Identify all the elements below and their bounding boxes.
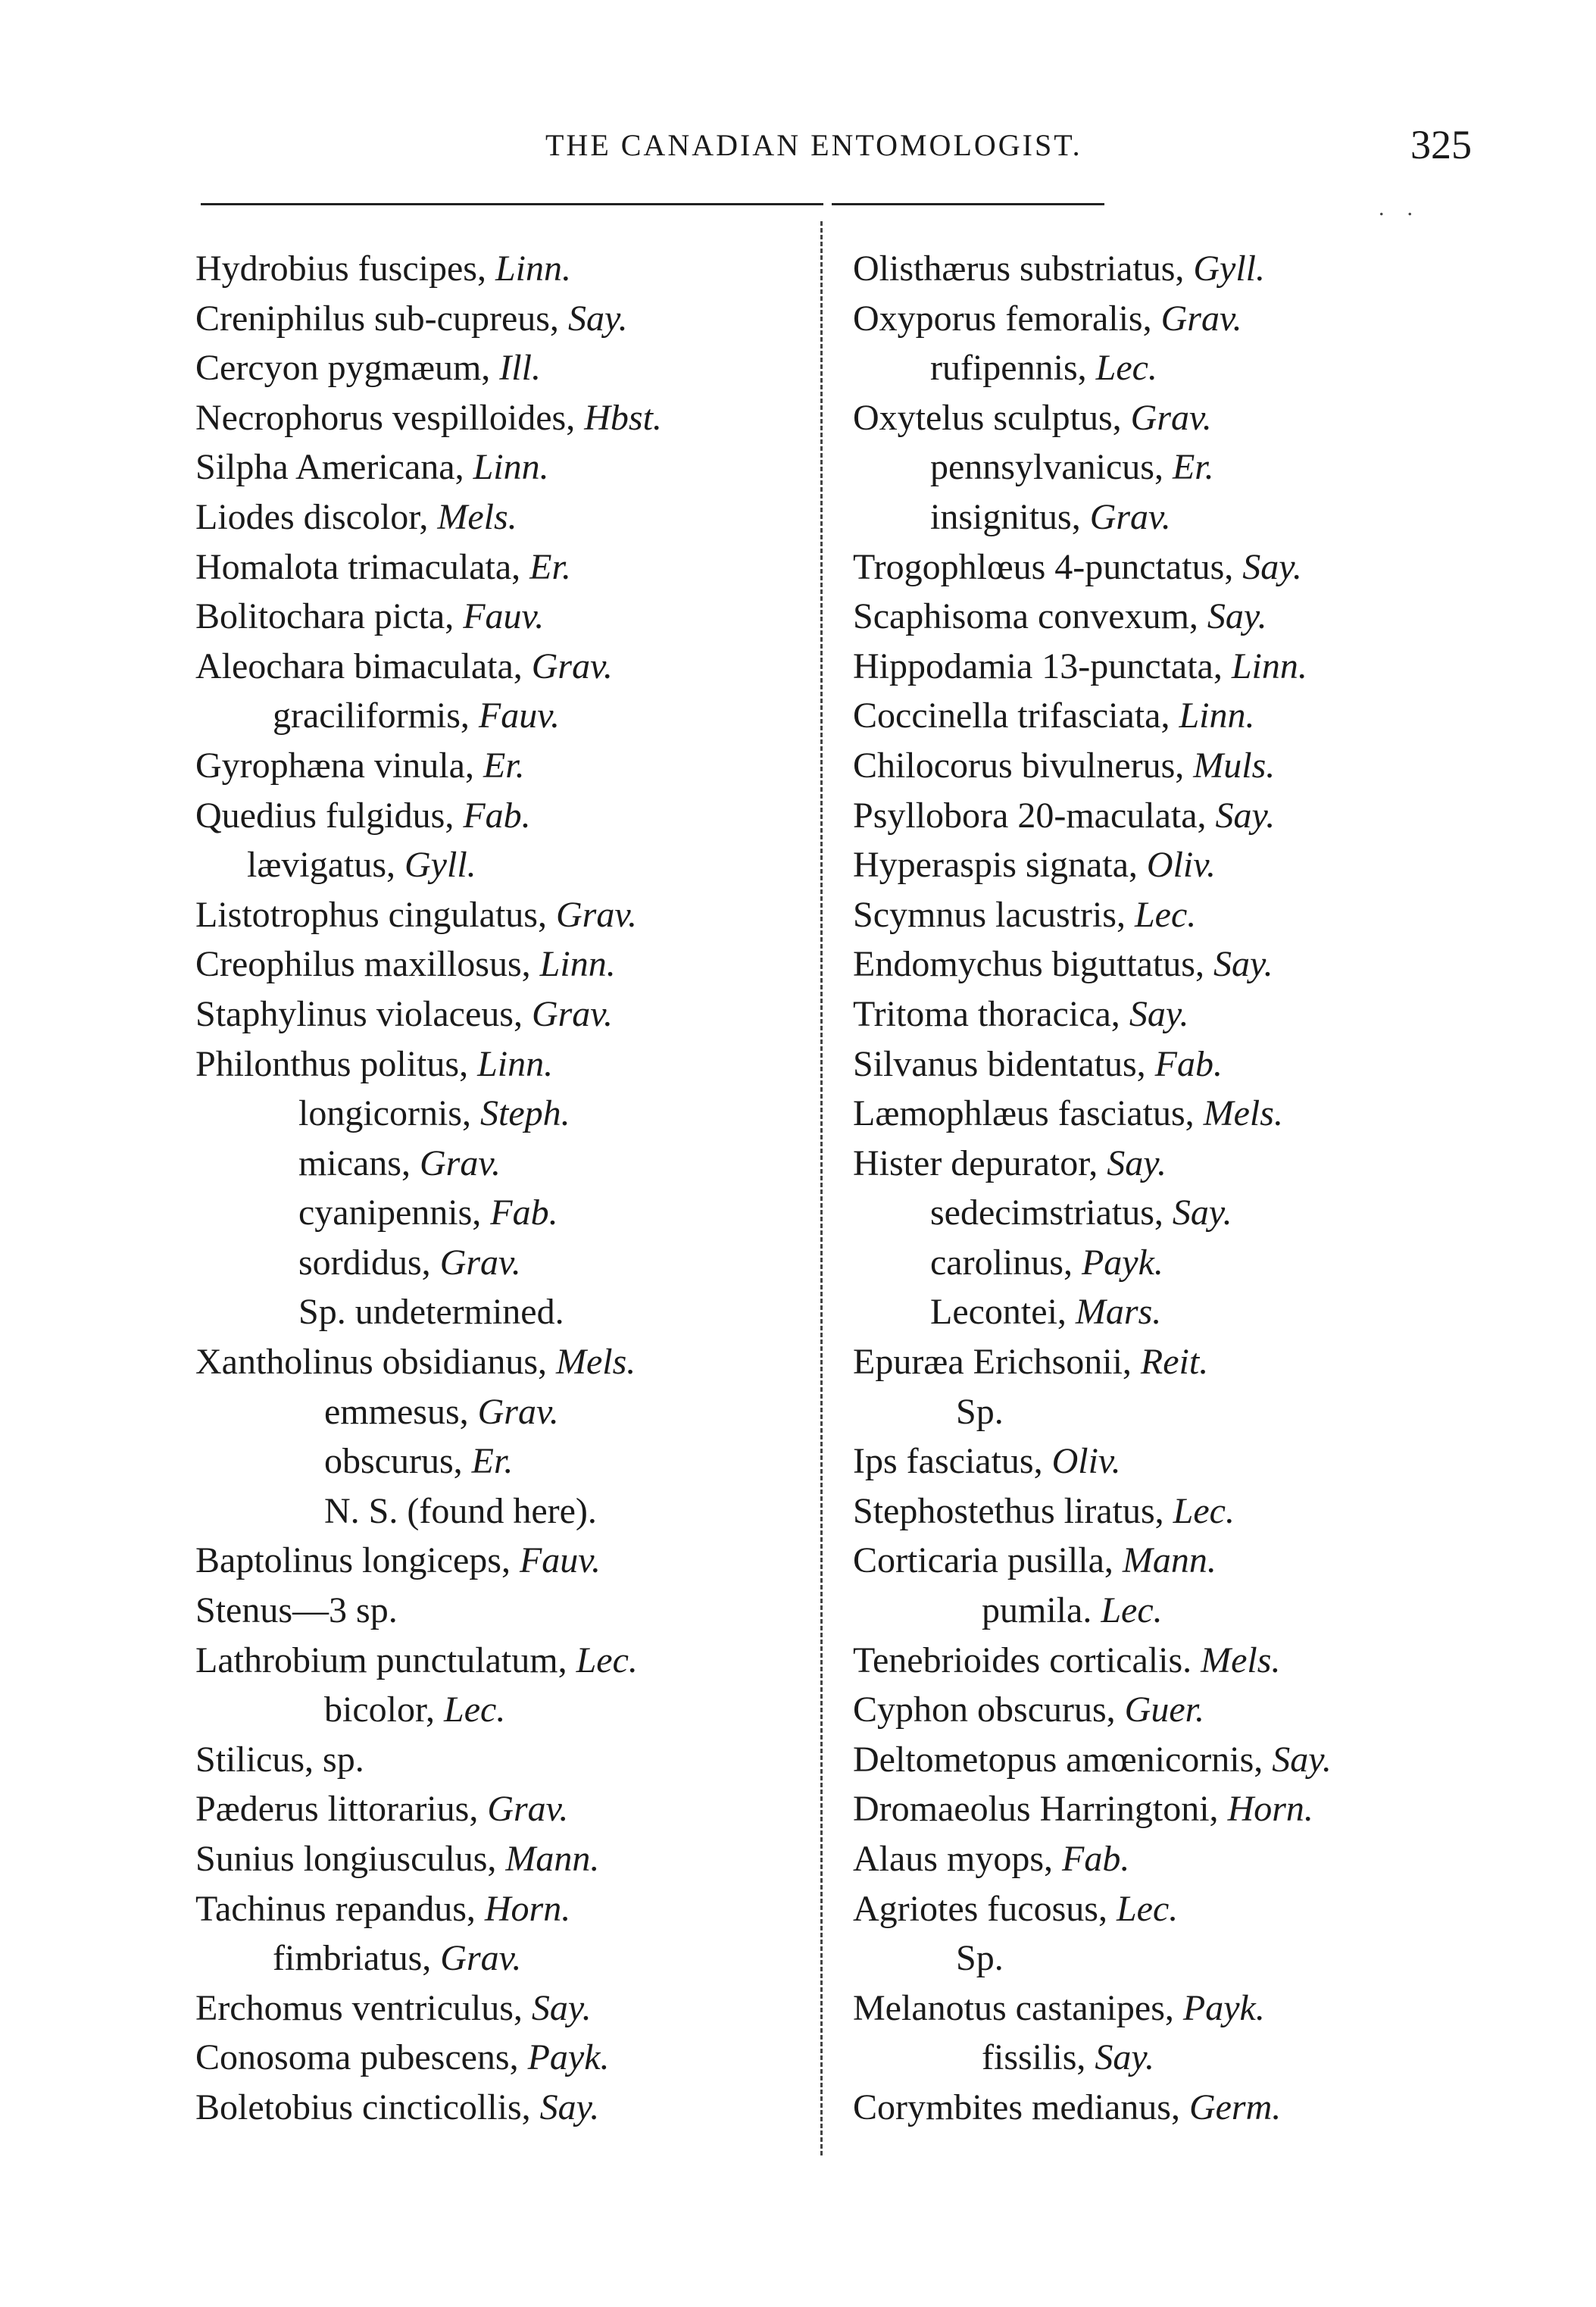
species-entry	[195, 1784, 801, 1834]
species-name: Psyllobora 20-maculata,	[853, 795, 1216, 836]
species-entry	[195, 492, 801, 542]
species-entry	[195, 939, 801, 989]
species-entry	[853, 741, 1459, 791]
species-author: Muls.	[1193, 745, 1276, 786]
species-entry	[195, 1685, 801, 1735]
species-entry	[195, 442, 801, 492]
species-name: Epuræa Erichsonii,	[853, 1342, 1141, 1383]
species-entry	[853, 890, 1459, 940]
species-entry	[195, 1983, 801, 2033]
species-name: bicolor,	[324, 1690, 445, 1730]
species-author: Say.	[1129, 993, 1189, 1034]
running-title: THE CANADIAN ENTOMOLOGIST.	[545, 128, 1082, 162]
species-name: N. S. (found here).	[324, 1490, 597, 1531]
species-author: Linn.	[495, 249, 571, 289]
species-author: Grav.	[1160, 298, 1242, 339]
species-entry	[853, 939, 1459, 989]
species-name: Hydrobius fuscipes,	[195, 249, 495, 289]
species-author: Mann.	[505, 1839, 600, 1879]
species-entry	[853, 1933, 1459, 1983]
species-entry	[853, 343, 1459, 393]
species-name: Quedius fulgidus,	[195, 795, 464, 836]
species-entry	[195, 1933, 801, 1983]
species-entry	[195, 642, 801, 692]
species-entry	[195, 1586, 801, 1636]
species-author: Grav.	[487, 1789, 569, 1830]
species-entry	[195, 1436, 801, 1486]
species-author: Horn.	[484, 1888, 571, 1929]
species-author: Grav.	[419, 1143, 501, 1183]
species-author: Oliv.	[1146, 845, 1216, 886]
species-entry	[195, 1735, 801, 1785]
species-name: Corymbites medianus,	[853, 2087, 1189, 2127]
species-author: Say.	[1272, 1739, 1332, 1780]
species-name: lævigatus,	[247, 845, 405, 886]
species-author: Lec.	[1095, 348, 1157, 389]
species-entry	[853, 492, 1459, 542]
header-rule-dots: ..	[1379, 195, 1435, 220]
species-entry	[853, 1983, 1459, 2033]
species-name: rufipennis,	[930, 348, 1096, 389]
species-author: Payk.	[1182, 1987, 1265, 2028]
species-name: Aleochara bimaculata,	[195, 646, 532, 686]
species-name: Sp. undetermined.	[298, 1292, 564, 1333]
right-column	[853, 244, 1459, 2133]
species-name: Silpha Americana,	[195, 447, 473, 488]
species-entry	[195, 1884, 801, 1934]
species-author: Say.	[1207, 596, 1267, 637]
species-author: Fauv.	[463, 596, 545, 637]
species-author: Mels.	[1203, 1093, 1283, 1134]
species-name: sedecimstriatus,	[930, 1193, 1173, 1233]
species-name: Dromaeolus Harringtoni,	[853, 1789, 1228, 1830]
header-rule-right	[832, 203, 1104, 205]
species-author: Grav.	[1089, 496, 1171, 537]
species-author: Lec.	[1173, 1490, 1235, 1531]
header-rule-left	[201, 203, 823, 205]
species-name: carolinus,	[930, 1242, 1082, 1283]
species-name: Xantholinus obsidianus,	[195, 1342, 556, 1383]
species-author: Steph.	[479, 1093, 570, 1134]
species-entry	[195, 741, 801, 791]
species-author: Payk.	[527, 2037, 610, 2078]
species-author: Mels.	[556, 1342, 636, 1383]
species-author: Fauv.	[478, 696, 560, 736]
species-name: Oxyporus femoralis,	[853, 298, 1161, 339]
page-header	[0, 122, 1596, 180]
species-name: cyanipennis,	[298, 1193, 491, 1233]
species-author: Gyll.	[404, 845, 476, 886]
species-entry	[853, 2083, 1459, 2133]
species-name: Philonthus politus,	[195, 1043, 478, 1084]
species-name: Melanotus castanipes,	[853, 1987, 1183, 2028]
species-name: Pæderus littorarius,	[195, 1789, 488, 1830]
species-name: Creophilus maxillosus,	[195, 944, 540, 985]
species-author: Linn.	[539, 944, 616, 985]
species-entry	[853, 791, 1459, 841]
species-name: Cercyon pygmæum,	[195, 348, 500, 389]
species-entry	[195, 1039, 801, 1089]
species-name: Hippodamia 13-punctata,	[853, 646, 1232, 686]
species-name: Gyrophæna vinula,	[195, 745, 483, 786]
species-entry	[853, 1884, 1459, 1934]
species-entry	[195, 592, 801, 642]
species-author: Lec.	[576, 1640, 638, 1680]
species-name: Lathrobium punctulatum,	[195, 1640, 576, 1680]
species-author: Say.	[1095, 2037, 1155, 2078]
species-name: Tenebrioides corticalis.	[853, 1640, 1201, 1680]
species-author: Linn.	[473, 447, 549, 488]
species-entry	[195, 343, 801, 393]
species-author: Er.	[1172, 447, 1214, 488]
species-author: Fab.	[1154, 1043, 1223, 1084]
species-entry	[195, 1834, 801, 1884]
species-entry	[853, 691, 1459, 741]
species-author: Oliv.	[1051, 1441, 1121, 1482]
species-name: Stenus—3 sp.	[195, 1590, 398, 1631]
species-name: obscurus,	[324, 1441, 472, 1482]
species-entry	[853, 1188, 1459, 1238]
species-author: Fauv.	[519, 1540, 601, 1581]
species-entry	[195, 1287, 801, 1337]
species-name: Homalota trimaculata,	[195, 546, 530, 587]
species-name: Bolitochara picta,	[195, 596, 464, 637]
species-name: Hyperaspis signata,	[853, 845, 1147, 886]
species-entry	[195, 691, 801, 741]
species-name: Necrophorus vespilloides,	[195, 397, 585, 438]
species-entry	[853, 1436, 1459, 1486]
species-name: Liodes discolor,	[195, 496, 438, 537]
species-entry	[853, 1536, 1459, 1586]
species-author: Er.	[483, 745, 525, 786]
species-name: Stephostethus liratus,	[853, 1490, 1173, 1531]
species-author: Grav.	[440, 1938, 522, 1979]
species-entry	[195, 1238, 801, 1288]
species-name: Conosoma pubescens,	[195, 2037, 528, 2078]
species-author: Gyll.	[1193, 249, 1266, 289]
left-column	[195, 244, 801, 2133]
species-entry	[853, 1586, 1459, 1636]
species-author: Grav.	[531, 993, 614, 1034]
species-name: Stilicus, sp.	[195, 1739, 364, 1780]
species-name: Lecontei,	[930, 1292, 1076, 1333]
species-name: emmesus,	[324, 1391, 478, 1432]
species-entry	[195, 1139, 801, 1189]
species-entry	[853, 294, 1459, 344]
species-author: Lec.	[1116, 1888, 1179, 1929]
species-author: Linn.	[1231, 646, 1307, 686]
species-name: Oxytelus sculptus,	[853, 397, 1131, 438]
species-entry	[853, 1287, 1459, 1337]
species-author: Ill.	[499, 348, 541, 389]
species-entry	[195, 1636, 801, 1686]
species-name: Sunius longiusculus,	[195, 1839, 506, 1879]
species-author: Say.	[1172, 1193, 1232, 1233]
species-author: Say.	[1213, 944, 1273, 985]
species-author: Horn.	[1227, 1789, 1313, 1830]
species-name: Cyphon obscurus,	[853, 1690, 1125, 1730]
species-author: Linn.	[1179, 696, 1255, 736]
species-author: Say.	[1107, 1143, 1167, 1183]
species-name: Tritoma thoracica,	[853, 993, 1129, 1034]
species-author: Lec.	[444, 1690, 506, 1730]
species-entry	[853, 393, 1459, 443]
species-entry	[195, 294, 801, 344]
species-author: Linn.	[477, 1043, 554, 1084]
species-author: Fab.	[1062, 1839, 1130, 1879]
species-author: Grav.	[555, 894, 638, 935]
species-name: Corticaria pusilla,	[853, 1540, 1123, 1581]
species-name: Listotrophus cingulatus,	[195, 894, 556, 935]
species-entry	[853, 840, 1459, 890]
species-name: Sp.	[956, 1938, 1004, 1979]
species-author: Er.	[471, 1441, 514, 1482]
species-name: Erchomus ventriculus,	[195, 1987, 532, 2028]
species-author: Reit.	[1140, 1342, 1209, 1383]
species-name: Deltometopus amœnicornis,	[853, 1739, 1273, 1780]
species-entry	[195, 1486, 801, 1536]
species-entry	[195, 542, 801, 592]
species-entry	[195, 1089, 801, 1139]
species-entry	[853, 1139, 1459, 1189]
species-entry	[853, 1089, 1459, 1139]
species-author: Fab.	[490, 1193, 558, 1233]
species-author: Say.	[539, 2087, 600, 2127]
species-entry	[853, 244, 1459, 294]
species-name: Coccinella trifasciata,	[853, 696, 1179, 736]
species-author: Grav.	[1130, 397, 1212, 438]
species-entry	[853, 442, 1459, 492]
species-name: Alaus myops,	[853, 1839, 1062, 1879]
species-entry	[853, 1735, 1459, 1785]
species-entry	[195, 393, 801, 443]
species-name: Silvanus bidentatus,	[853, 1043, 1155, 1084]
species-entry	[853, 1834, 1459, 1884]
species-entry	[853, 1039, 1459, 1089]
species-name: Scymnus lacustris,	[853, 894, 1135, 935]
species-entry	[853, 1238, 1459, 1288]
species-name: pumila.	[982, 1590, 1101, 1631]
species-entry	[853, 542, 1459, 592]
species-entry	[195, 244, 801, 294]
column-divider	[820, 221, 823, 2155]
species-entry	[853, 1486, 1459, 1536]
species-name: insignitus,	[930, 496, 1090, 537]
species-entry	[853, 1337, 1459, 1387]
species-entry	[195, 989, 801, 1039]
species-entry	[853, 2033, 1459, 2083]
species-author: Mars.	[1075, 1292, 1162, 1333]
species-name: Olisthærus substriatus,	[853, 249, 1194, 289]
species-entry	[195, 2033, 801, 2083]
species-author: Grav.	[531, 646, 613, 686]
species-author: Germ.	[1188, 2087, 1282, 2127]
species-entry	[195, 840, 801, 890]
species-entry	[195, 890, 801, 940]
species-name: Boletobius cincticollis,	[195, 2087, 540, 2127]
species-name: Sp.	[956, 1391, 1004, 1432]
species-author: Grav.	[477, 1391, 559, 1432]
species-entry	[853, 592, 1459, 642]
species-entry	[853, 1784, 1459, 1834]
species-name: Baptolinus longiceps,	[195, 1540, 520, 1581]
species-entry	[853, 642, 1459, 692]
species-name: sordidus,	[298, 1242, 440, 1283]
species-author: Mann.	[1122, 1540, 1217, 1581]
species-name: Agriotes fucosus,	[853, 1888, 1117, 1929]
species-name: Scaphisoma convexum,	[853, 596, 1207, 637]
species-name: Trogophlœus 4-punctatus,	[853, 546, 1243, 587]
species-name: Tachinus repandus,	[195, 1888, 485, 1929]
species-author: Hbst.	[584, 397, 662, 438]
species-name: Staphylinus violaceus,	[195, 993, 532, 1034]
species-name: micans,	[298, 1143, 420, 1183]
species-entry	[853, 1685, 1459, 1735]
species-author: Say.	[531, 1987, 592, 2028]
species-entry	[853, 989, 1459, 1039]
species-entry	[195, 1536, 801, 1586]
species-author: Say.	[1242, 546, 1302, 587]
species-name: Endomychus biguttatus,	[853, 944, 1213, 985]
species-name: fimbriatus,	[273, 1938, 441, 1979]
species-name: Creniphilus sub-cupreus,	[195, 298, 568, 339]
species-name: Hister depurator,	[853, 1143, 1107, 1183]
species-entry	[853, 1387, 1459, 1437]
species-entry	[195, 1337, 801, 1387]
species-author: Lec.	[1101, 1590, 1163, 1631]
species-entry	[853, 1636, 1459, 1686]
species-author: Say.	[1215, 795, 1276, 836]
species-entry	[195, 1387, 801, 1437]
species-author: Fab.	[463, 795, 531, 836]
species-name: fissilis,	[982, 2037, 1095, 2078]
species-author: Guer.	[1124, 1690, 1204, 1730]
species-entry	[195, 1188, 801, 1238]
species-author: Say.	[567, 298, 628, 339]
species-author: Grav.	[439, 1242, 521, 1283]
species-name: longicornis,	[298, 1093, 480, 1134]
species-entry	[195, 2083, 801, 2133]
species-name: Læmophlæus fasciatus,	[853, 1093, 1204, 1134]
species-author: Er.	[529, 546, 571, 587]
page-number: 325	[1410, 122, 1472, 167]
species-name: graciliformis,	[273, 696, 479, 736]
species-name: Chilocorus bivulnerus,	[853, 745, 1194, 786]
species-name: pennsylvanicus,	[930, 447, 1173, 488]
species-entry	[195, 791, 801, 841]
species-author: Lec.	[1134, 894, 1197, 935]
species-name: Ips fasciatus,	[853, 1441, 1052, 1482]
species-author: Mels.	[1201, 1640, 1281, 1680]
species-author: Mels.	[437, 496, 517, 537]
species-author: Payk.	[1081, 1242, 1163, 1283]
